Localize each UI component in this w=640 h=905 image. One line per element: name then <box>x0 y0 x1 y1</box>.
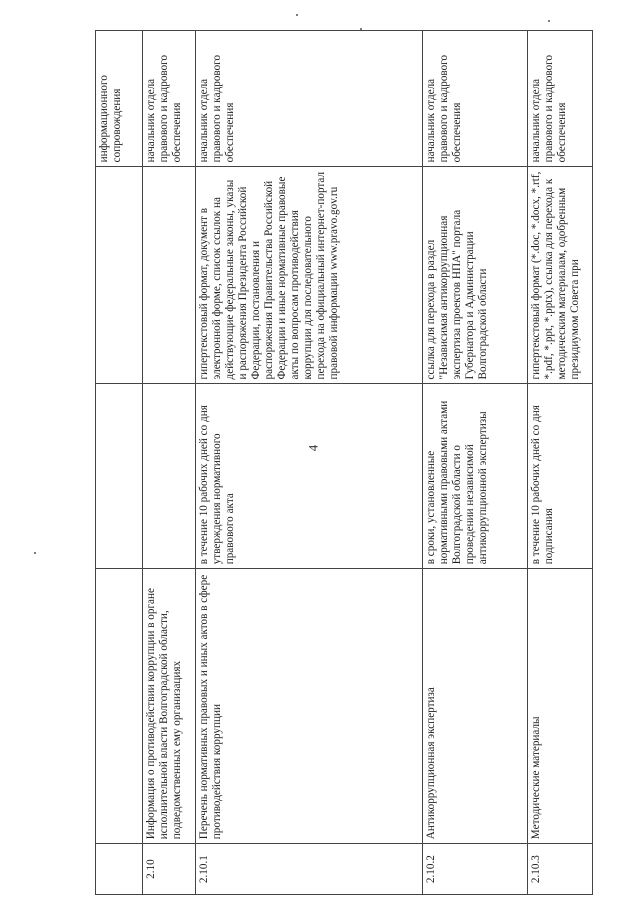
table-cell-name: Методические материалы <box>528 569 593 844</box>
table-cell-num: 2.10.1 <box>196 844 423 895</box>
table-cell-form <box>96 167 143 384</box>
scan-speck <box>34 552 36 554</box>
table-row <box>528 31 593 895</box>
table-row <box>96 31 143 895</box>
table-cell-form: гипертекстовый формат (*.doc, *.docx, *.rtf, *.pdf, *.ppt, *.pptx), ссылка для перехода к методическим материалам, одобренным президиумом Совета при <box>528 167 593 384</box>
table-cell-responsible: начальник отдела правового и кадрового обеспечения <box>528 31 593 167</box>
scan-speck <box>360 28 362 30</box>
scan-speck <box>548 20 550 22</box>
table-row <box>196 31 423 895</box>
table-cell-name <box>96 569 143 844</box>
page-number: 4 <box>305 444 321 452</box>
measures-table <box>95 30 593 895</box>
table-cell-name: Антикоррупционная экспертиза <box>423 569 528 844</box>
table-cell-name: Информация о противодействии коррупции в органе исполнительной власти Волгоградской области, подведомственных ему организациях <box>143 569 196 844</box>
table-row <box>143 31 196 895</box>
scan-speck <box>296 14 298 16</box>
table-cell-num <box>96 844 143 895</box>
table-cell-responsible: начальник отдела правового и кадрового обеспечения <box>143 31 196 167</box>
table-cell-responsible: начальник отдела правового и кадрового обеспечения <box>423 31 528 167</box>
table-cell-form <box>143 167 196 384</box>
table-row <box>423 31 528 895</box>
table-cell-term: в течение 10 рабочих дней со дня подписания <box>528 384 593 569</box>
table-cell-form: ссылка для перехода в раздел "Независимая антикоррупционная экспертиза проектов НПА" портала Губернатора и Администрации Волгоградской области <box>423 167 528 384</box>
rotated-table-wrapper <box>95 30 581 895</box>
table-cell-responsible: информационного сопровождения <box>96 31 143 167</box>
table-cell-num: 2.10 <box>143 844 196 895</box>
table-cell-num: 2.10.2 <box>423 844 528 895</box>
table-cell-responsible: начальник отдела правового и кадрового обеспечения <box>196 31 423 167</box>
table-cell-form: гипертекстовый формат, документ в электронной форме, список ссылок на действующие федеральные законы, указы и распоряжения Президента Российской Федерации, постановления и распоряжения Правительства Российской Федерации и иные нормативные правовые акты по вопросам противодействия коррупции для последовательного перехода на официальный интернет-портал правовой информации www.pravo.gov.ru <box>196 167 423 384</box>
table-cell-term: в сроки, установленные нормативными правовыми актами Волгоградской области о проведении независимой антикоррупционной экспертизы <box>423 384 528 569</box>
table-cell-term <box>143 384 196 569</box>
table-cell-name: Перечень нормативных правовых и иных актов в сфере противодействия коррупции <box>196 569 423 844</box>
table-cell-num: 2.10.3 <box>528 844 593 895</box>
table-cell-term: в течение 10 рабочих дней со дня утверждения нормативного правового акта <box>196 384 423 569</box>
table-cell-term <box>96 384 143 569</box>
